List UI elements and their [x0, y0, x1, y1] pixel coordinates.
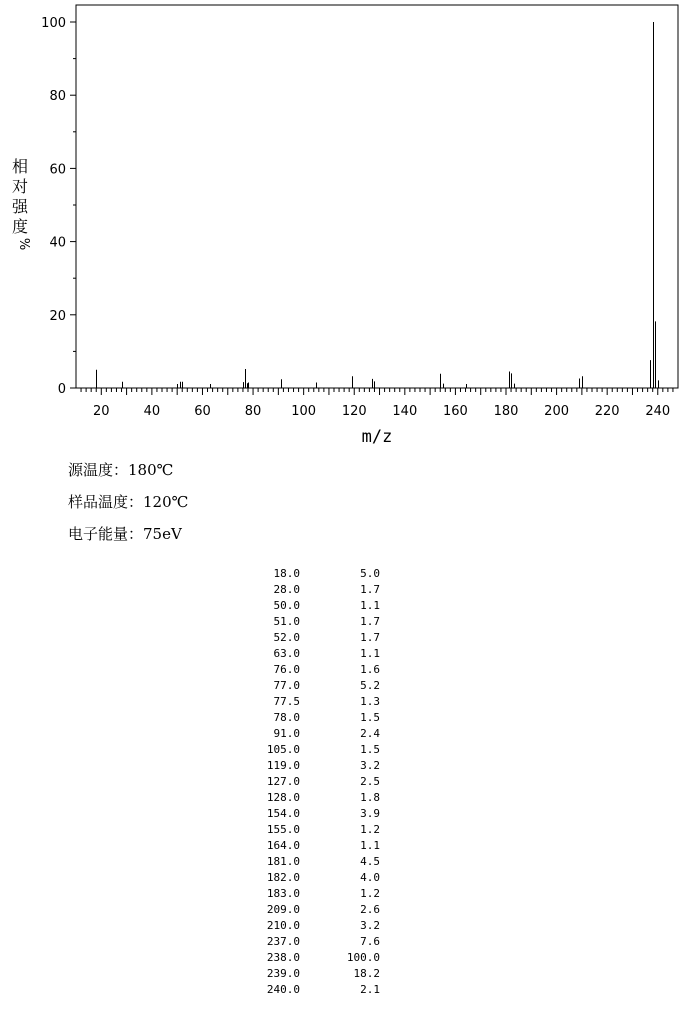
- peak-mz-value: 28.0: [273, 583, 300, 596]
- peak-abundance-value: 1.2: [360, 887, 380, 900]
- peak-mz-value: 76.0: [273, 663, 300, 676]
- table-row: [250, 870, 390, 886]
- mass-spectrum-chart: [0, 0, 680, 455]
- peak-abundance-value: 1.5: [360, 743, 380, 756]
- x-tick-label: 140: [392, 404, 418, 419]
- peak-mz-value: 77.5: [273, 695, 300, 708]
- peak-mz-value: 183.0: [266, 887, 300, 900]
- table-row: [250, 758, 390, 774]
- peak-abundance-value: 1.8: [360, 791, 380, 804]
- table-row: [250, 806, 390, 822]
- peak-mz-value: 239.0: [266, 967, 300, 980]
- peak-abundance-value: 1.1: [360, 599, 380, 612]
- x-tick-label: 180: [493, 404, 519, 419]
- peak-mz-value: 210.0: [266, 919, 300, 932]
- peak-abundance-value: 2.5: [360, 775, 380, 788]
- peak-abundance-value: 2.4: [360, 727, 380, 740]
- table-row: [250, 694, 390, 710]
- table-row: [250, 566, 390, 582]
- peak-mz-value: 237.0: [266, 935, 300, 948]
- peak-mz-value: 51.0: [273, 615, 300, 628]
- peak-mz-value: 240.0: [266, 983, 300, 996]
- peak-mz-value: 209.0: [266, 903, 300, 916]
- peak-mz-value: 155.0: [266, 823, 300, 836]
- peak-abundance-value: 3.2: [360, 759, 380, 772]
- table-row: [250, 774, 390, 790]
- peak-list-table: [250, 566, 390, 998]
- table-row: [250, 950, 390, 966]
- peak-mz-value: 63.0: [273, 647, 300, 660]
- table-row: [250, 982, 390, 998]
- table-row: [250, 662, 390, 678]
- y-label-char: 相: [11, 157, 29, 176]
- peak-abundance-value: 2.1: [360, 983, 380, 996]
- peak-abundance-value: 3.9: [360, 807, 380, 820]
- peak-mz-value: 238.0: [266, 951, 300, 964]
- table-row: [250, 646, 390, 662]
- peak-abundance-value: 3.2: [360, 919, 380, 932]
- peak-mz-value: 52.0: [273, 631, 300, 644]
- peak-abundance-value: 1.5: [360, 711, 380, 724]
- table-row: [250, 966, 390, 982]
- x-axis-ticks: [81, 388, 673, 419]
- peak-abundance-value: 100.0: [346, 951, 380, 964]
- source-temperature: 源温度：180℃: [68, 461, 174, 479]
- peak-abundance-value: 1.1: [360, 839, 380, 852]
- table-row: [250, 630, 390, 646]
- table-row: [250, 822, 390, 838]
- table-row: [250, 918, 390, 934]
- peak-mz-value: 182.0: [266, 871, 300, 884]
- y-tick-label: 60: [49, 162, 66, 178]
- peak-abundance-value: 4.0: [360, 871, 380, 884]
- peak-abundance-value: 1.7: [360, 631, 380, 644]
- peak-mz-value: 78.0: [273, 711, 300, 724]
- peak-abundance-value: 5.2: [360, 679, 380, 692]
- x-tick-label: 40: [143, 404, 161, 419]
- y-axis-label: [12, 157, 31, 250]
- peak-mz-value: 128.0: [266, 791, 300, 804]
- x-tick-label: 80: [244, 404, 262, 419]
- peak-mz-value: 119.0: [266, 759, 300, 772]
- x-tick-label: 200: [544, 404, 570, 419]
- peak-abundance-value: 1.7: [360, 583, 380, 596]
- peak-mz-value: 164.0: [266, 839, 300, 852]
- y-label-char: 强: [11, 197, 29, 216]
- x-tick-label: 220: [594, 404, 620, 419]
- table-row: [250, 838, 390, 854]
- table-row: [250, 902, 390, 918]
- peak-abundance-value: 1.7: [360, 615, 380, 628]
- peak-abundance-value: 1.6: [360, 663, 380, 676]
- y-tick-label: 40: [49, 235, 66, 251]
- x-tick-label: 100: [291, 404, 317, 419]
- peak-abundance-value: 4.5: [360, 855, 380, 868]
- table-row: [250, 854, 390, 870]
- peak-abundance-value: 1.1: [360, 647, 380, 660]
- x-tick-label: 60: [194, 404, 211, 419]
- peak-abundance-value: 5.0: [360, 567, 380, 580]
- peak-abundance-value: 1.2: [360, 823, 380, 836]
- peak-abundance-value: 2.6: [360, 903, 380, 916]
- peak-abundance-value: 7.6: [360, 935, 380, 948]
- peak-mz-value: 18.0: [273, 567, 300, 580]
- peak-mz-value: 127.0: [266, 775, 300, 788]
- peak-abundance-value: 18.2: [353, 967, 380, 980]
- table-row: [250, 886, 390, 902]
- table-row: [250, 790, 390, 806]
- peak-mz-value: 91.0: [273, 727, 300, 740]
- peak-mz-value: 105.0: [266, 743, 300, 756]
- table-row: [250, 582, 390, 598]
- peak-mz-value: 50.0: [273, 599, 300, 612]
- y-label-char: 度: [11, 217, 29, 236]
- peak-mz-value: 181.0: [266, 855, 300, 868]
- table-row: [250, 742, 390, 758]
- x-tick-label: 20: [93, 404, 110, 419]
- table-row: [250, 726, 390, 742]
- x-axis-label: m/z: [361, 427, 393, 447]
- electron-energy: 电子能量：75eV: [68, 525, 182, 543]
- y-tick-label: 100: [41, 16, 66, 31]
- y-tick-label: 80: [49, 89, 66, 105]
- peak-abundance-value: 1.3: [360, 695, 380, 708]
- peak-mz-value: 154.0: [266, 807, 300, 820]
- sample-temperature: 样品温度：120℃: [68, 493, 189, 511]
- table-row: [250, 934, 390, 950]
- x-tick-label: 120: [341, 404, 367, 419]
- table-row: [250, 710, 390, 726]
- y-label-percent: %: [16, 237, 31, 251]
- x-tick-label: 160: [442, 404, 468, 419]
- spectrum-peaks: [97, 22, 659, 388]
- y-tick-label: 20: [49, 308, 66, 324]
- y-label-char: 对: [11, 177, 29, 196]
- y-axis-ticks: [41, 16, 76, 397]
- peak-mz-value: 77.0: [273, 679, 300, 692]
- table-row: [250, 678, 390, 694]
- table-row: [250, 598, 390, 614]
- x-tick-label: 240: [645, 404, 671, 419]
- plot-frame: [76, 5, 678, 388]
- y-tick-label: 0: [57, 382, 66, 397]
- table-row: [250, 614, 390, 630]
